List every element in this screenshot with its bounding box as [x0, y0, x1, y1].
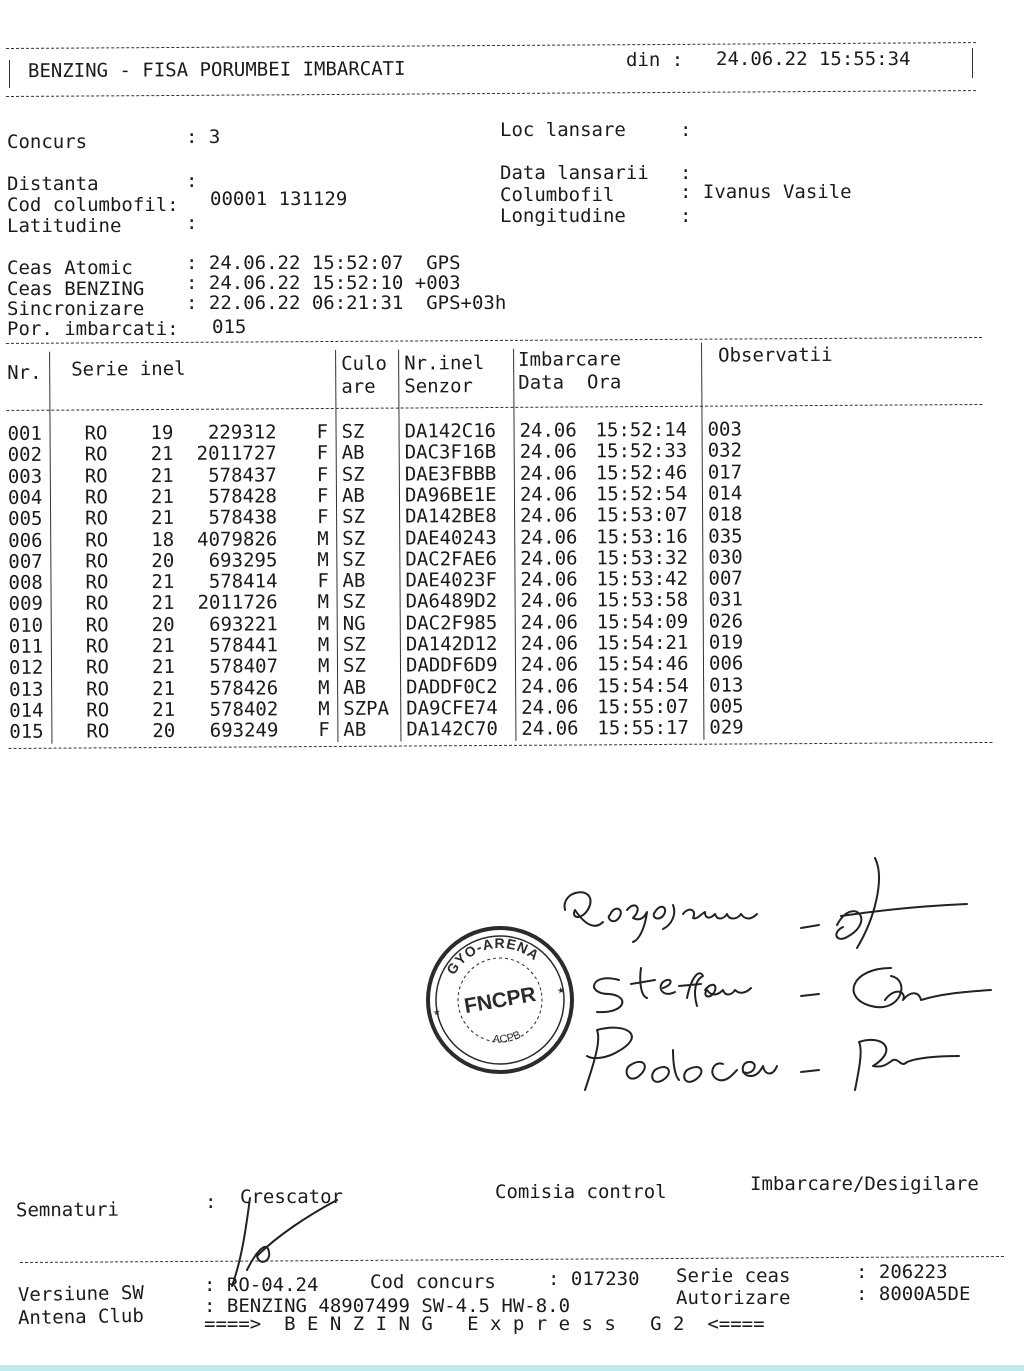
header-imbarcare-2: Data Ora [518, 371, 622, 394]
issued-at-value: 24.06.22 15:55:34 [716, 48, 911, 70]
row-color: SZ [342, 591, 366, 614]
row-nr: 003 [7, 465, 43, 488]
row-ring-serial: 578437 [208, 463, 277, 487]
header-culoare-2: are [341, 375, 376, 398]
row-sex: F [316, 463, 329, 486]
row-color: AB [341, 442, 365, 465]
antena-club-value: : BENZING 48907499 SW-4.5 HW-8.0 [204, 1295, 571, 1317]
row-year: 21 [152, 677, 176, 700]
porumbei-imbarcati-value: 015 [212, 316, 247, 338]
sincronizare-label: Sincronizare [7, 298, 145, 320]
row-sex: F [317, 570, 329, 593]
row-observation: 019 [708, 631, 744, 654]
concurs-label: Concurs [7, 131, 88, 153]
row-sex: M [317, 655, 330, 678]
row-nr: 012 [8, 657, 44, 680]
row-color: SZ [342, 655, 366, 678]
row-country: RO [85, 507, 109, 530]
row-country: RO [85, 656, 109, 679]
stamp-center-text: FNCPR [462, 982, 538, 1019]
row-color: AB [343, 676, 367, 699]
longitudine-value: : [680, 205, 692, 227]
row-nr: 015 [9, 720, 44, 744]
row-nr: 010 [8, 614, 44, 637]
imbarcare-desigilare-label: Imbarcare/Desigilare [750, 1173, 979, 1195]
scan-edge-strip [0, 1365, 1024, 1371]
row-country: RO [85, 528, 109, 551]
loc-lansare-value: : [680, 119, 692, 141]
row-time: 15:52:33 [595, 440, 688, 463]
cod-concurs-label: Cod concurs [370, 1271, 496, 1293]
row-observation: 003 [707, 418, 742, 441]
cod-columbofil-label: Cod columbofil: [7, 194, 179, 216]
row-color: NG [342, 612, 366, 635]
row-ring-serial: 578407 [209, 655, 279, 679]
row-ring-serial: 578414 [208, 570, 278, 593]
row-sensor: DADDF0C2 [406, 675, 498, 699]
row-sensor: DAE40243 [405, 526, 497, 550]
row-sex: M [318, 697, 330, 720]
table-row [2, 715, 1002, 743]
row-observation: 013 [709, 674, 744, 697]
header-imbarcare-1: Imbarcare [518, 348, 622, 371]
row-nr: 005 [8, 507, 43, 531]
stamp-star-right: ★ [555, 981, 566, 997]
row-year: 20 [151, 549, 175, 572]
distanta-value: : [186, 170, 198, 192]
row-nr: 004 [7, 486, 43, 509]
antena-club-label: Antena Club [17, 1304, 145, 1330]
row-year: 20 [152, 720, 176, 743]
row-color: SZ [342, 505, 366, 529]
row-country: RO [85, 635, 109, 658]
row-date: 24.06 [520, 504, 578, 528]
row-ring-serial: 4079826 [197, 527, 278, 551]
row-time: 15:53:58 [596, 589, 689, 612]
row-sex: M [317, 612, 330, 635]
row-year: 21 [151, 656, 175, 679]
porumbei-imbarcati-label: Por. imbarcati: [7, 318, 179, 340]
row-sex: F [316, 442, 329, 465]
header-culoare-1: Culo [341, 352, 387, 375]
data-lansarii-label: Data lansarii [500, 162, 649, 184]
row-sex: M [318, 676, 330, 699]
row-date: 24.06 [521, 696, 579, 719]
row-date: 24.06 [520, 589, 578, 613]
row-country: RO [86, 720, 110, 743]
row-ring-serial: 693249 [209, 719, 279, 742]
row-time: 15:54:09 [596, 610, 689, 634]
row-color: AB [342, 569, 366, 593]
row-sex: F [316, 484, 329, 507]
row-observation: 029 [709, 716, 744, 739]
row-ring-serial: 578402 [209, 698, 279, 721]
row-date: 24.06 [519, 483, 578, 506]
row-color: SZ [341, 420, 365, 443]
row-time: 15:54:46 [596, 653, 689, 676]
row-date: 24.06 [520, 653, 579, 677]
row-year: 20 [151, 613, 175, 636]
row-year: 21 [151, 571, 175, 594]
row-date: 24.06 [520, 547, 578, 570]
row-country: RO [85, 592, 109, 615]
header-serie-inel: Serie inel [71, 357, 186, 381]
row-ring-serial: 578426 [209, 676, 279, 700]
row-country: RO [85, 550, 109, 573]
row-nr: 009 [8, 593, 44, 616]
row-nr: 011 [8, 635, 44, 658]
row-sensor: DAC3F16B [404, 441, 497, 464]
row-time: 15:53:07 [596, 503, 688, 527]
row-sensor: DA142C70 [406, 718, 498, 741]
row-year: 21 [152, 698, 176, 721]
row-country: RO [84, 486, 108, 509]
row-sex: F [318, 719, 330, 742]
columbofil-label: Columbofil [500, 184, 615, 206]
row-year: 21 [150, 443, 174, 466]
row-date: 24.06 [521, 717, 579, 741]
row-time: 15:53:32 [596, 546, 688, 570]
cod-columbofil-value: 00001 131129 [210, 188, 348, 210]
row-sensor: DA142BE8 [405, 505, 497, 528]
row-ring-serial: 578438 [208, 506, 278, 529]
row-observation: 018 [708, 503, 743, 526]
row-observation: 014 [707, 482, 743, 505]
row-time: 15:54:21 [596, 631, 689, 655]
row-sensor: DAC2F985 [405, 611, 498, 635]
row-date: 24.06 [520, 568, 578, 591]
row-time: 15:52:14 [595, 418, 688, 442]
row-ring-serial: 229312 [207, 421, 277, 444]
row-nr: 002 [7, 444, 43, 467]
row-time: 15:53:42 [596, 567, 689, 591]
row-color: AB [341, 484, 365, 507]
header-nr-inel-2: Senzor [404, 375, 473, 398]
row-observation: 031 [708, 588, 743, 612]
row-date: 24.06 [521, 675, 579, 698]
row-date: 24.06 [519, 462, 578, 485]
issued-at-label: din : [626, 49, 684, 71]
row-date: 24.06 [520, 525, 578, 549]
versiune-sw-value: : RO-04.24 [204, 1274, 319, 1296]
row-country: RO [84, 464, 108, 488]
row-date: 24.06 [520, 611, 579, 634]
serie-ceas-label: Serie ceas [676, 1265, 791, 1287]
row-sex: M [317, 633, 330, 657]
loc-lansare-label: Loc lansare [500, 119, 626, 141]
row-sensor: DA9CFE74 [406, 696, 498, 720]
comisia-control-label: Comisia control [495, 1181, 667, 1203]
row-year: 19 [150, 421, 174, 445]
row-nr: 014 [9, 699, 44, 722]
table-header-rule [6, 404, 982, 411]
row-color: SZ [342, 633, 366, 656]
row-observation: 026 [708, 610, 744, 633]
row-date: 24.06 [519, 440, 577, 464]
row-ring-serial: 2011726 [197, 591, 278, 615]
row-date: 24.06 [520, 632, 579, 655]
row-color: SZ [342, 548, 366, 571]
row-time: 15:55:07 [597, 695, 689, 719]
semnaturi-colon: : [205, 1191, 217, 1213]
row-ring-serial: 693221 [209, 612, 278, 636]
row-year: 21 [151, 634, 175, 658]
row-country: RO [86, 677, 110, 701]
ceas-atomic-value: : 24.06.22 15:52:07 GPS [186, 252, 461, 274]
row-ring-serial: 2011727 [196, 442, 277, 466]
row-year: 21 [150, 464, 174, 487]
row-sex: M [317, 548, 329, 571]
row-color: SZPA [343, 697, 390, 720]
row-nr: 013 [9, 678, 44, 701]
ceas-benzing-label: Ceas BENZING [7, 278, 145, 300]
row-year: 21 [150, 485, 174, 508]
latitudine-label: Latitudine [7, 215, 122, 237]
row-nr: 008 [8, 571, 43, 595]
stamp-bottom-text: ACPB [492, 1028, 523, 1046]
header-observatii: Observatii [718, 343, 833, 367]
stamp-star-left: ★ [431, 1003, 442, 1019]
row-country: RO [84, 422, 108, 445]
row-nr: 006 [8, 529, 43, 552]
row-observation: 035 [708, 524, 743, 548]
ceas-atomic-label: Ceas Atomic [7, 257, 133, 279]
versiune-sw-label: Versiune SW [17, 1281, 145, 1307]
row-sensor: DA142C16 [404, 419, 497, 443]
row-time: 15:52:46 [595, 461, 688, 484]
autorizare-value: : 8000A5DE [856, 1283, 971, 1305]
row-year: 18 [151, 528, 175, 551]
row-country: RO [84, 443, 108, 466]
table-bottom-rule [8, 742, 992, 749]
row-observation: 032 [707, 439, 743, 462]
row-time: 15:52:54 [595, 482, 688, 506]
crescator-label: Crescator [240, 1186, 343, 1208]
data-lansarii-value: : [680, 162, 692, 184]
document-title: BENZING - FISA PORUMBEI IMBARCATI [27, 57, 406, 83]
row-nr: 001 [7, 422, 42, 445]
row-observation: 030 [708, 546, 743, 569]
autorizare-label: Autorizare [676, 1287, 791, 1309]
semnaturi-label: Semnaturi [15, 1198, 120, 1222]
row-ring-serial: 578428 [208, 485, 278, 508]
latitudine-value: : [186, 212, 198, 234]
row-country: RO [86, 699, 110, 722]
row-ring-serial: 578441 [209, 634, 278, 657]
stamp-top-text: GYO-ARENA [442, 934, 543, 978]
row-sensor: DAE3FBBB [404, 462, 497, 486]
row-observation: 006 [708, 652, 744, 675]
row-observation: 005 [709, 695, 744, 718]
serie-ceas-value: : 206223 [856, 1261, 948, 1283]
header-nr-inel-1: Nr.inel [404, 352, 485, 375]
row-sensor: DAE4023F [405, 569, 498, 592]
row-nr: 007 [8, 550, 43, 573]
concurs-value: : 3 [186, 126, 221, 148]
row-observation: 007 [708, 567, 743, 590]
ceas-benzing-value: : 24.06.22 15:52:10 +003 [186, 272, 461, 294]
sincronizare-value: : 22.06.22 06:21:31 GPS+03h [186, 292, 507, 314]
row-sensor: DAC2FAE6 [405, 547, 497, 571]
row-sex: F [316, 420, 329, 444]
distanta-label: Distanta [7, 173, 99, 195]
row-country: RO [85, 614, 109, 637]
row-sex: M [317, 527, 329, 550]
row-sensor: DA6489D2 [405, 590, 498, 613]
columbofil-value: : Ivanus Vasile [680, 181, 852, 203]
row-observation: 017 [707, 461, 743, 484]
row-country: RO [85, 571, 109, 594]
row-color: SZ [342, 527, 366, 550]
device-banner: ====> B E N Z I N G E x p r e s s G 2 <==== [204, 1313, 765, 1335]
row-time: 15:54:54 [597, 674, 689, 697]
row-color: SZ [341, 463, 365, 486]
row-sensor: DADDF6D9 [405, 654, 498, 677]
commission-signatures [555, 850, 995, 1100]
cod-concurs-value: : 017230 [548, 1268, 640, 1290]
row-color: AB [343, 718, 367, 742]
row-year: 21 [151, 592, 175, 615]
row-year: 21 [151, 507, 175, 530]
row-sensor: DA142D12 [405, 632, 498, 656]
table-top-rule [6, 337, 982, 344]
row-time: 15:53:16 [596, 525, 688, 548]
row-date: 24.06 [519, 419, 577, 442]
row-ring-serial: 693295 [208, 549, 278, 572]
row-sensor: DA96BE1E [404, 483, 497, 507]
header-nr: Nr. [7, 361, 42, 384]
row-time: 15:55:17 [597, 716, 689, 740]
row-sex: F [317, 506, 329, 529]
row-sex: M [317, 591, 330, 614]
longitudine-label: Longitudine [500, 205, 626, 227]
